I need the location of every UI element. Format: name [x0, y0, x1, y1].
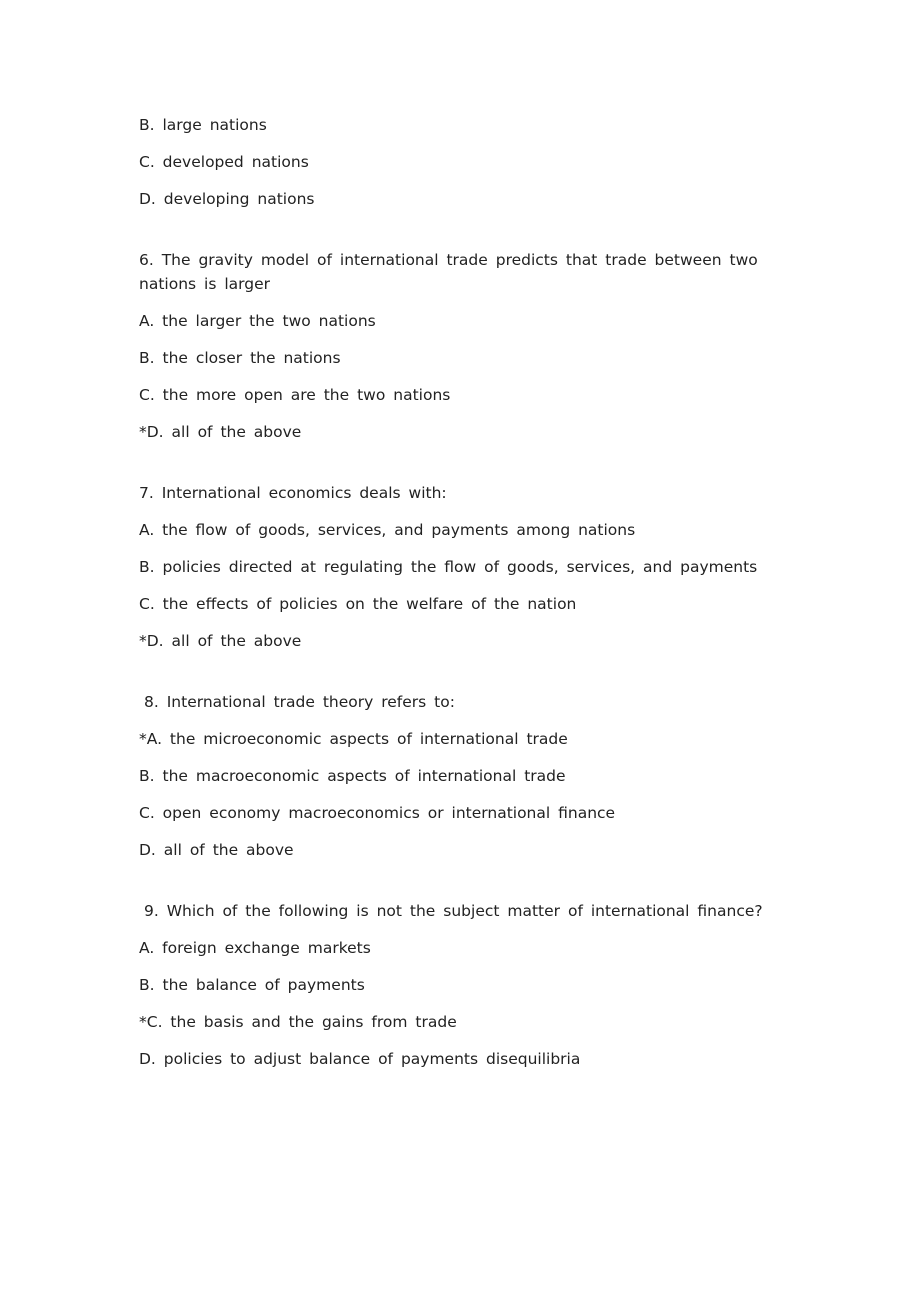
- question-6: [139, 248, 779, 444]
- answer-option: B. the closer the nations: [139, 349, 341, 367]
- question-stem: 9. Which of the following is not the subject matter of international finance?: [144, 902, 763, 920]
- question-7: [139, 481, 779, 653]
- answer-option: D. all of the above: [139, 841, 294, 859]
- answer-option: D. developing nations: [139, 190, 315, 208]
- carryover-options: [139, 113, 779, 211]
- answer-option-correct: *D. all of the above: [139, 632, 302, 650]
- answer-option: C. developed nations: [139, 153, 309, 171]
- answer-option: A. the larger the two nations: [139, 312, 376, 330]
- question-stem: 7. International economics deals with:: [139, 484, 447, 502]
- answer-option: C. the more open are the two nations: [139, 386, 451, 404]
- question-8: [139, 690, 779, 862]
- answer-option: B. policies directed at regulating the flow of goods, services, and payments: [139, 558, 758, 576]
- answer-option-correct: *D. all of the above: [139, 423, 302, 441]
- answer-option: B. the balance of payments: [139, 976, 365, 994]
- answer-option: C. the effects of policies on the welfare of the nation: [139, 595, 577, 613]
- answer-option: A. the flow of goods, services, and payments among nations: [139, 521, 636, 539]
- answer-option-correct: *C. the basis and the gains from trade: [139, 1013, 457, 1031]
- answer-option: C. open economy macroeconomics or international finance: [139, 804, 616, 822]
- answer-option-correct: *A. the microeconomic aspects of international trade: [139, 730, 568, 748]
- question-9: [139, 899, 779, 1071]
- answer-option: B. the macroeconomic aspects of international trade: [139, 767, 566, 785]
- answer-option: D. policies to adjust balance of payments disequilibria: [139, 1050, 581, 1068]
- question-stem: 6. The gravity model of international trade predicts that trade between two nations is larger: [139, 251, 758, 293]
- question-list: [139, 113, 779, 1084]
- answer-option: B. large nations: [139, 116, 267, 134]
- answer-option: A. foreign exchange markets: [139, 939, 371, 957]
- question-stem: 8. International trade theory refers to:: [144, 693, 455, 711]
